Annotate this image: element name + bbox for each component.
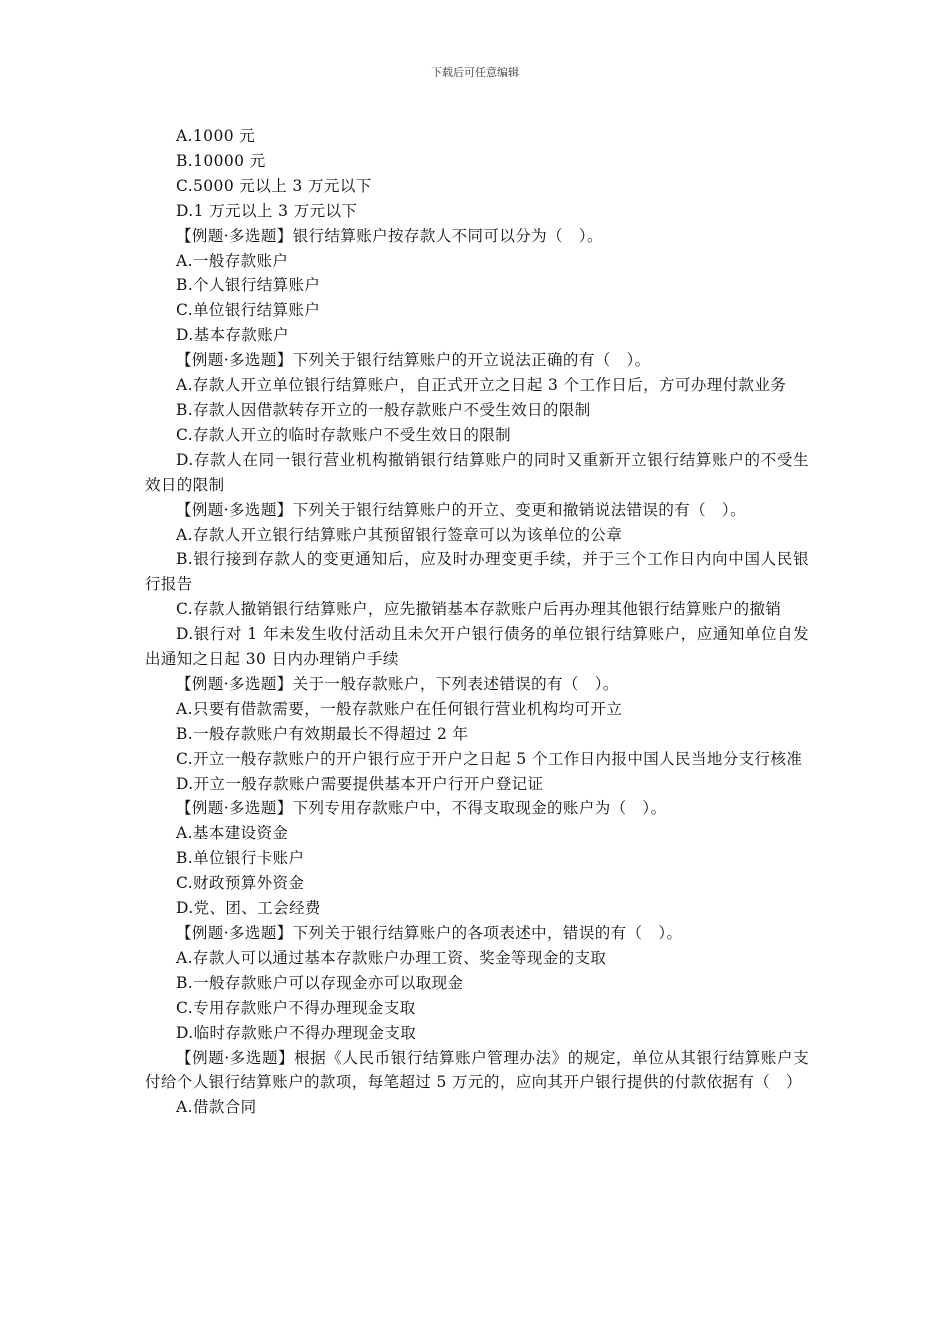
option-c: C.单位银行结算账户 — [176, 301, 321, 320]
option-b: B.一般存款账户有效期最长不得超过 2 年 — [176, 724, 469, 743]
option-c: C.专用存款账户不得办理现金支取 — [176, 998, 416, 1017]
option-d: D.党、团、工会经费 — [176, 899, 321, 918]
option-d: D.基本存款账户 — [176, 326, 290, 345]
page-header: 下载后可任意编辑 — [431, 66, 519, 79]
option-c: C.存款人撤销银行结算账户，应先撤销基本存款账户后再办理其他银行结算账户的撤销 — [176, 600, 782, 619]
option-a: A.只要有借款需要，一般存款账户在任何银行营业机构均可开立 — [176, 699, 623, 718]
option-b: B.个人银行结算账户 — [176, 276, 321, 295]
question-account-opening: 【例题·多选题】下列关于银行结算账户的开立说法正确的有（ ）。 — [176, 351, 651, 370]
option-a: A.借款合同 — [176, 1098, 257, 1117]
option-a: A.基本建设资金 — [176, 824, 289, 843]
option-c: C.财政预算外资金 — [176, 874, 305, 893]
option-d: D.银行对 1 年未发生收付活动且未欠开户银行债务的单位银行结算账户，应通知单位自发出通知之日起 30 日内办理销户手续 — [145, 625, 809, 669]
option-b: B.银行接到存款人的变更通知后，应及时办理变更手续，并于三个工作日内向中国人民银行报告 — [145, 550, 809, 594]
option-b: B.一般存款账户可以存现金亦可以取现金 — [176, 973, 464, 992]
option-a-amount: A.1000 元 — [176, 127, 256, 145]
option-a: A.存款人可以通过基本存款账户办理工资、奖金等现金的支取 — [176, 948, 607, 967]
question-special-deposit: 【例题·多选题】下列专用存款账户中，不得支取现金的账户为（ ）。 — [176, 799, 667, 818]
option-c: C.存款人开立的临时存款账户不受生效日的限制 — [176, 425, 512, 444]
option-c: C.开立一般存款账户的开户银行应于开户之日起 5 个工作日内报中国人民当地分支行核准 — [176, 749, 803, 768]
option-d: D.存款人在同一银行营业机构撤销银行结算账户的同时又重新开立银行结算账户的不受生效日的限制 — [145, 450, 809, 494]
option-a: A.存款人开立单位银行结算账户，自正式开立之日起 3 个工作日后，方可办理付款业务 — [176, 376, 787, 395]
option-b: B.单位银行卡账户 — [176, 849, 305, 868]
question-cash-withdrawal: 【例题·多选题】下列关于银行结算账户的各项表述中，错误的有（ ）。 — [176, 924, 683, 942]
option-d: D.临时存款账户不得办理现金支取 — [176, 1023, 417, 1042]
option-a: A.一般存款账户 — [176, 251, 289, 270]
option-c-amount: C.5000 元以上 3 万元以下 — [176, 176, 372, 195]
option-d: D.开立一般存款账户需要提供基本开户行开户登记证 — [176, 774, 544, 793]
option-d-amount: D.1 万元以上 3 万元以下 — [176, 201, 358, 220]
question-account-types: 【例题·多选题】银行结算账户按存款人不同可以分为（ ）。 — [176, 226, 603, 245]
question-payment-basis: 【例题·多选题】根据《人民币银行结算账户管理办法》的规定，单位从其银行结算账户支付给个人银行结算账户的款项，每笔超过 5 万元的，应向其开户银行提供的付款依据有（ ） — [145, 1048, 809, 1092]
question-general-deposit: 【例题·多选题】关于一般存款账户，下列表述错误的有（ ）。 — [176, 674, 619, 693]
option-a: A.存款人开立银行结算账户其预留银行签章可以为该单位的公章 — [176, 525, 623, 544]
document-body — [145, 124, 809, 1120]
option-b: B.存款人因借款转存开立的一般存款账户不受生效日的限制 — [176, 400, 591, 419]
question-open-change-close: 【例题·多选题】下列关于银行结算账户的开立、变更和撤销说法错误的有（ ）。 — [176, 500, 746, 519]
option-b-amount: B.10000 元 — [176, 151, 266, 170]
